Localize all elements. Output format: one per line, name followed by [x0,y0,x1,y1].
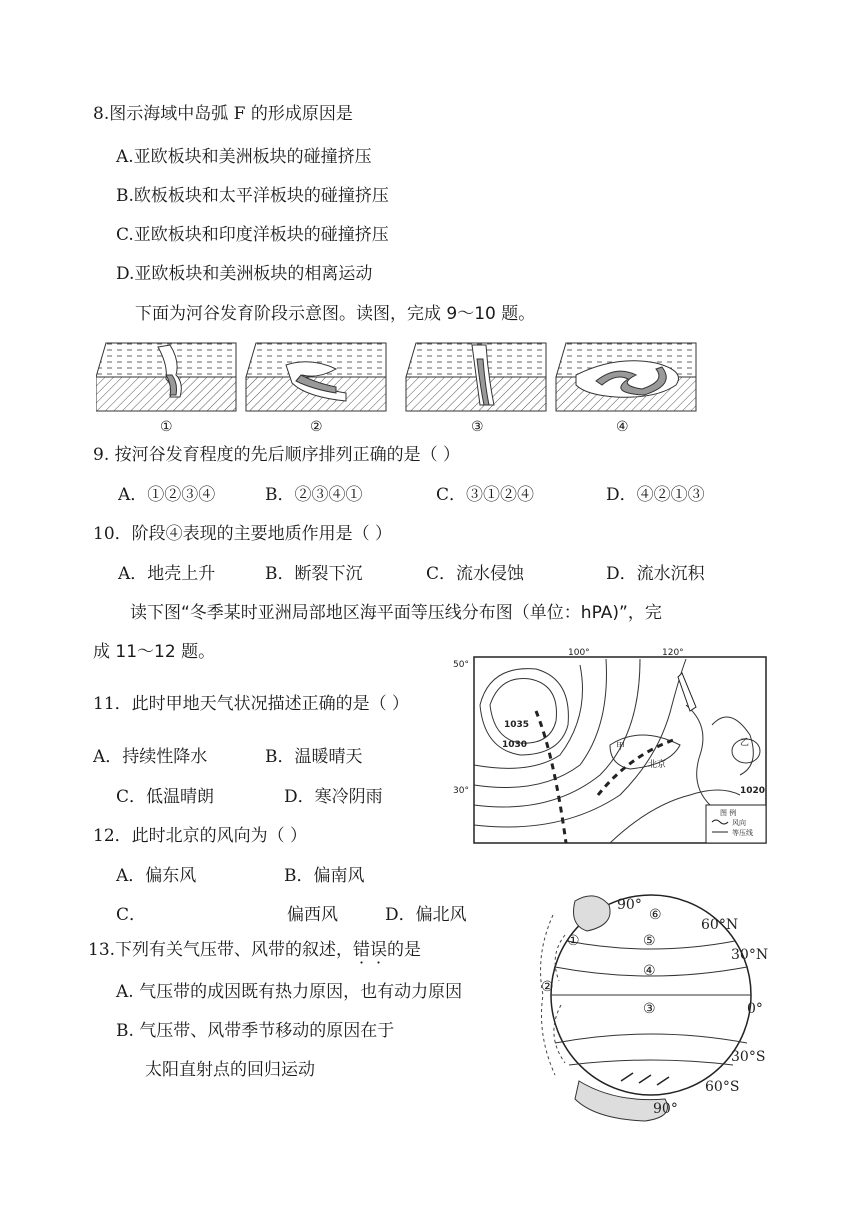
svg-text:风向: 风向 [732,819,746,827]
globe-label-30s: 30°S [731,1049,766,1065]
globe-label-5: ⑤ [643,933,656,949]
isobar-1035: 1035 [504,720,530,730]
valley-stage-2-block [246,343,386,411]
globe-label-3: ③ [643,1001,656,1017]
q12-option-b: B．偏南风 [284,866,365,886]
q13-stem-emphasis-1: 错 [353,940,371,960]
valley-stage-1-block [96,343,236,411]
place-beijing: 北京 [648,760,667,770]
globe-label-90-south: 90° [653,1101,678,1117]
q11-stem: 11．此时甲地天气状况描述正确的是（ ） [93,694,410,714]
svg-text:等压线: 等压线 [732,829,753,837]
q11-option-b: B．温暖晴天 [265,747,363,767]
place-jia: 甲 [616,742,626,752]
q12-stem: 12．此时北京的风向为（ ） [93,826,308,846]
q8-option-b: B.欧板板块和太平洋板块的碰撞挤压 [116,186,389,206]
globe-label-30n: 30°N [731,947,769,963]
globe-label-1: ① [567,933,580,949]
svg-text:图 例: 图 例 [720,809,737,817]
q10-option-c: C．流水侵蚀 [426,564,525,584]
lon-label-100: 100° [568,648,590,658]
q12-option-c-text: 偏西风 [287,905,338,925]
q10-stem: 10．阶段④表现的主要地质作用是（ ） [93,524,393,544]
intro-9-10: 下面为河谷发育阶段示意图。读图，完成 9～10 题。 [135,304,536,324]
q11-option-c: C．低温晴朗 [116,787,215,807]
q13-stem-emphasis-2: 误 [370,940,388,960]
q13-option-b: B. 气压带、风带季节移动的原因在于 [116,1021,395,1041]
valley-stage-label-4: ④ [616,419,629,435]
q12-option-c-label: C． [116,905,147,925]
isobar-1030: 1030 [502,740,528,750]
lat-label-50: 50° [453,660,469,670]
q11-option-a: A．持续性降水 [93,747,208,767]
lon-label-120: 120° [662,648,684,658]
pressure-belts-globe-figure [525,885,795,1130]
map-legend [706,805,766,843]
q8-stem: 8.图示海域中岛弧 F 的形成原因是 [93,104,353,124]
intro-11-12-line2: 成 11～12 题。 [93,642,216,662]
globe-label-90-north: 90° [617,897,642,913]
q11-option-d: D．寒冷阴雨 [284,787,383,807]
valley-stage-4-block [556,343,696,411]
globe-label-2: ② [541,979,554,995]
q13-option-b-continued: 太阳直射点的回归运动 [145,1060,315,1080]
q13-stem-after: 的是 [387,940,422,960]
valley-stage-3-block [406,343,546,411]
intro-11-12-line1: 读下图“冬季某时亚洲局部地区海平面等压线分布图（单位：hPA)”，完 [130,603,662,623]
isobar-map-figure [450,645,770,845]
globe-label-0: 0° [747,1001,763,1017]
lat-label-30: 30° [453,786,469,796]
q12-option-a: A．偏东风 [116,866,197,886]
q10-option-a: A．地壳上升 [118,564,216,584]
q8-option-c: C.亚欧板块和印度洋板块的碰撞挤压 [116,225,389,245]
q10-option-b: B．断裂下沉 [265,564,363,584]
globe-label-60s: 60°S [705,1079,740,1095]
valley-stage-label-1: ① [160,419,173,435]
globe-label-4: ④ [643,963,656,979]
valley-stage-label-3: ③ [471,419,484,435]
q9-option-a: A．①②③④ [118,485,216,505]
q9-option-d: D．④②①③ [606,485,705,505]
q8-option-d: D.亚欧板块和美洲板块的相离运动 [116,264,373,284]
isobar-1020: 1020 [740,786,766,796]
globe-label-60n: 60°N [701,917,739,933]
q9-stem: 9. 按河谷发育程度的先后顺序排列正确的是（ ） [93,445,461,465]
q8-option-a: A.亚欧板块和美洲板块的碰撞挤压 [116,147,372,167]
q10-option-d: D．流水沉积 [606,564,705,584]
valley-development-figure [96,335,736,435]
place-yi: 乙 [740,738,750,748]
globe-label-6: ⑥ [649,907,662,923]
q13-stem-before: 13.下列有关气压带、风带的叙述， [88,940,354,960]
q13-stem [88,939,421,961]
q9-option-c: C．③①②④ [436,485,535,505]
q12-option-d: D．偏北风 [385,905,467,925]
q13-option-a: A. 气压带的成因既有热力原因，也有动力原因 [116,982,463,1002]
q9-option-b: B．②③④① [265,485,363,505]
valley-stage-label-2: ② [310,419,323,435]
